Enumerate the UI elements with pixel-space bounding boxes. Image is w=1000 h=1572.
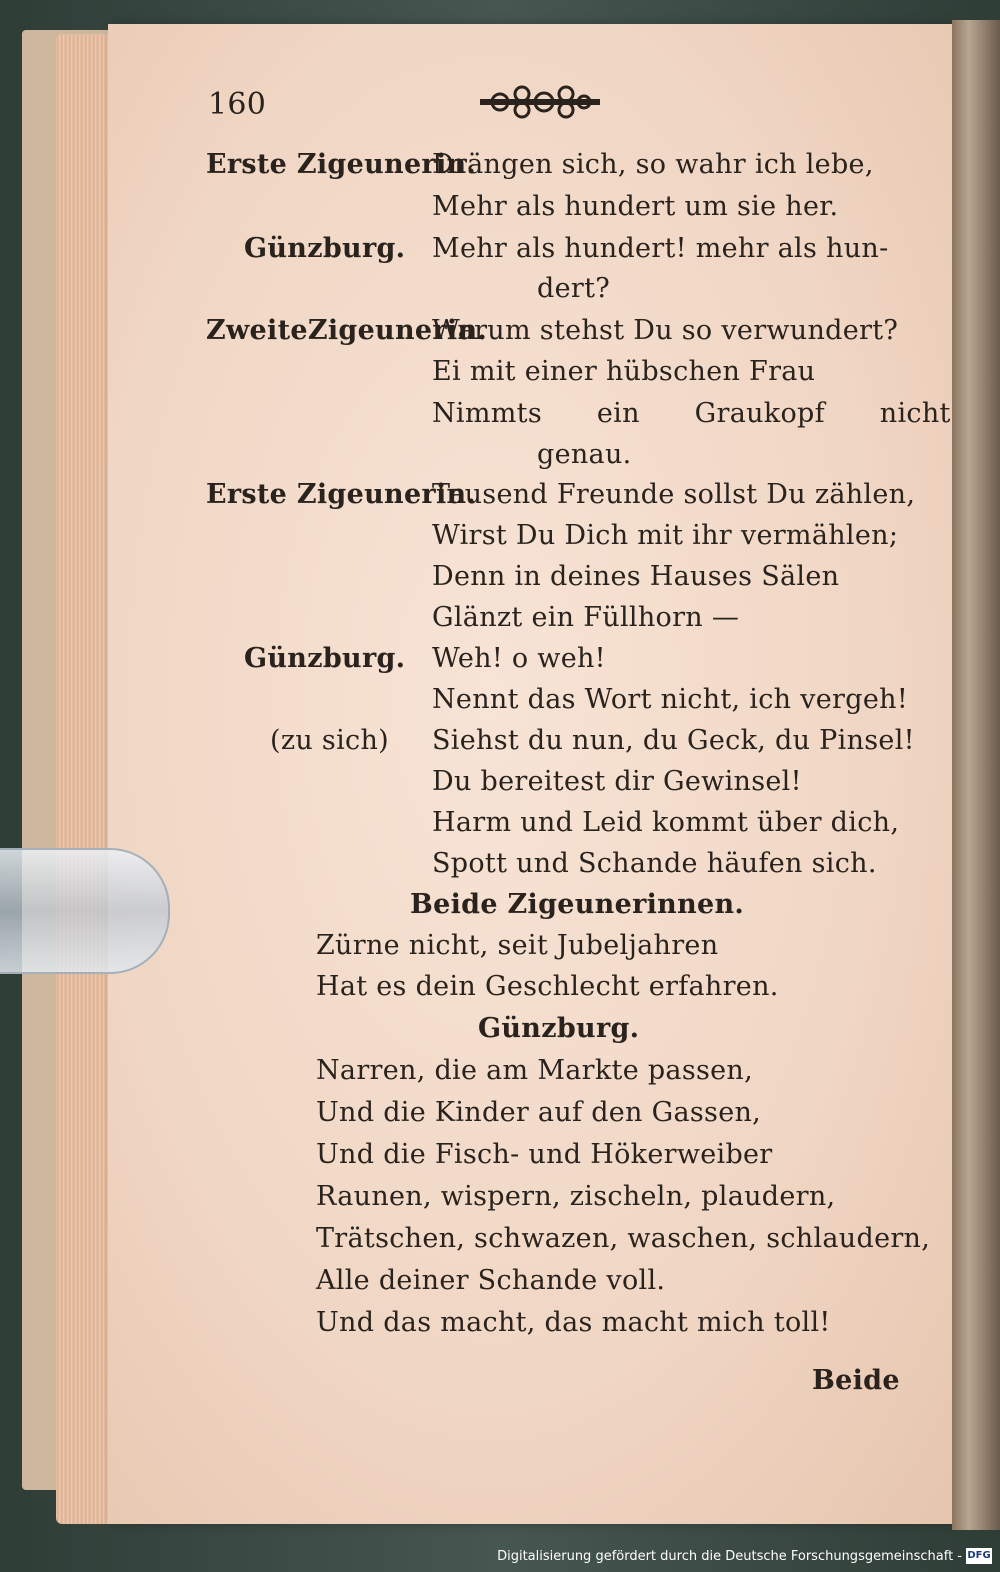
verse-line: dert? (537, 273, 610, 304)
verse-line: Tausend Freunde sollst Du zählen, (432, 479, 916, 510)
verse-line: Drängen sich, so wahr ich lebe, (432, 149, 874, 180)
ornament-icon (478, 80, 602, 124)
verse-line: Und die Fisch- und Hökerweiber (316, 1139, 773, 1170)
verse-line: Alle deiner Schande voll. (316, 1265, 666, 1296)
verse-line: Denn in deines Hauses Sälen (432, 561, 840, 592)
verse-line: Und die Kinder auf den Gassen, (316, 1097, 762, 1128)
verse-line: Raunen, wispern, zischeln, plaudern, (316, 1181, 836, 1212)
verse-line: Du bereitest dir Gewinsel! (432, 766, 802, 797)
verse-line: Warum stehst Du so verwundert? (432, 315, 899, 346)
speaker-label: Erste Zigeunerin. (206, 479, 477, 510)
verse-line: Trätschen, schwazen, waschen, schlaudern, (316, 1223, 931, 1254)
dfg-logo-icon: DFG (966, 1548, 992, 1564)
verse-line: Weh! o weh! (432, 643, 606, 674)
section-heading: Beide Zigeunerinnen. (410, 889, 745, 920)
stage-direction: (zu sich) (270, 725, 389, 756)
verse-line: Siehst du nun, du Geck, du Pinsel! (432, 725, 915, 756)
speaker-label: Erste Zigeunerin. (206, 149, 477, 180)
speaker-label: Günzburg. (244, 643, 406, 674)
verse-line: Narren, die am Markte passen, (316, 1055, 753, 1086)
verse-line: Zürne nicht, seit Jubeljahren (316, 930, 719, 961)
verse-line: Harm und Leid kommt über dich, (432, 807, 900, 838)
page-clip (0, 848, 170, 974)
digitization-credit: Digitalisierung gefördert durch die Deutsche Forschungsgemeinschaft - (497, 1549, 962, 1564)
page-number: 160 (208, 87, 267, 122)
verse-line: Mehr als hundert! mehr als hun- (432, 233, 889, 264)
verse-line: Glänzt ein Füllhorn — (432, 602, 740, 633)
speaker-label: ZweiteZigeunerin. (206, 315, 488, 346)
verse-line: Wirst Du Dich mit ihr vermählen; (432, 520, 899, 551)
verse-line: Nennt das Wort nicht, ich vergeh! (432, 684, 908, 715)
verse-line: Mehr als hundert um sie her. (432, 191, 839, 222)
verse-line: Und das macht, das macht mich toll! (316, 1307, 831, 1338)
section-heading: Günzburg. (478, 1013, 640, 1044)
verse-line: Spott und Schande häufen sich. (432, 848, 877, 879)
catchword: Beide (812, 1365, 900, 1396)
book-spine-edge (952, 20, 1000, 1530)
verse-line: Hat es dein Geschlecht erfahren. (316, 971, 779, 1002)
verse-line: Ei mit einer hübschen Frau (432, 356, 816, 387)
verse-line: Nimmts ein Graukopf nicht (432, 398, 951, 429)
verse-line: genau. (537, 439, 632, 470)
speaker-label: Günzburg. (244, 233, 406, 264)
